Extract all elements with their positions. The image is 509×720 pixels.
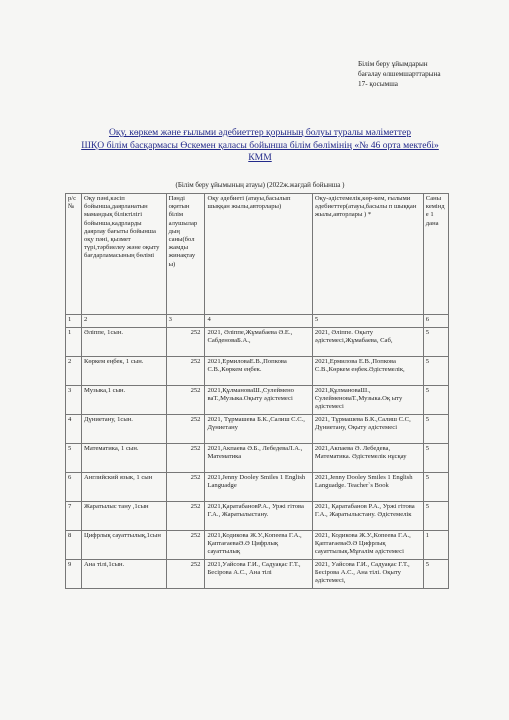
cell-quantity: 5 [423, 473, 448, 502]
cell-quantity: 5 [423, 415, 448, 444]
cell-methodical: 2021, Әліппе. Оқыту әдістемесі,Жұмабаева, Саб, [312, 328, 423, 357]
cell-subject: Музыка,1 сын. [82, 386, 167, 415]
cell-textbook: 2021,Jenny Dooley Smiles 1 English Languadge [205, 473, 312, 502]
table-row [66, 328, 449, 357]
column-number-row [66, 315, 449, 328]
cell-textbook: 2021,ЕрмиловаЕ.В.,Попкова С.В.,Көркем еңбек. [205, 357, 312, 386]
column-number: 5 [312, 315, 423, 328]
table-row [66, 531, 449, 560]
cell-quantity: 5 [423, 502, 448, 531]
cell-methodical: 2021, Кодикова Ж.У.,Копеева Г.А., ҚаптағаеваӘ.Ә Цифрлық сауаттылық.Мұғалім әдістемесі [312, 531, 423, 560]
column-number: 2 [82, 315, 167, 328]
cell-quantity: 5 [423, 560, 448, 589]
cell-subject: Көркем еңбек, 1 сын. [82, 357, 167, 386]
cell-textbook: 2021, Әліппе,Жұмабаева Ә.Е., СабденоваБ.А., [205, 328, 312, 357]
cell-methodical: 2021,Акпаева Ә. Лебедева, Математика. Әдістемелік нұсқау [312, 444, 423, 473]
cell-index: 8 [66, 531, 82, 560]
header-students: Пәнді оқитын білім алушылар дың саны(бол жамды жинақтау ы) [166, 194, 205, 315]
cell-students: 252 [166, 415, 205, 444]
cell-students: 252 [166, 357, 205, 386]
column-number: 3 [166, 315, 205, 328]
cell-students: 252 [166, 502, 205, 531]
cell-methodical: 2021,ҚұлмановаШ., СулеймeноваТ.,Музыка.Оқ ыту әдістемесі [312, 386, 423, 415]
cell-index: 9 [66, 560, 82, 589]
cell-subject: Ана тілі,1сын. [82, 560, 167, 589]
annex-line-2: бағалау өлшемшарттарына [358, 70, 441, 78]
cell-subject: Жаратылыс тану ,1сын [82, 502, 167, 531]
cell-subject: Дүниетану, 1сын. [82, 415, 167, 444]
cell-methodical: 2021,Ермилова Е.В.,Попкова С.В.,Көркем еңбек.Әдістемелік, [312, 357, 423, 386]
cell-methodical: 2021, Қаратабанов Р.А., Уржі гітова Г.А., Жаратылыстану. Әдістемелік [312, 502, 423, 531]
cell-index: 3 [66, 386, 82, 415]
column-number: 1 [66, 315, 82, 328]
table-row [66, 357, 449, 386]
cell-quantity: 5 [423, 328, 448, 357]
cell-textbook: 2021,Уайсова Г.И., Садуақас Г.Т., Бесірова А.С., Ана тілі [205, 560, 312, 589]
cell-students: 252 [166, 560, 205, 589]
header-subject: Оқу пәні,кәсіп бойынша,даярланатын мамандық біліктілігі бойынша,кадрларды даярлау бағыты бойынша оқу пәні, қызмет түрі,тәрбиелеу және оқыту бағдарламасының бөлімі [82, 194, 167, 315]
title-line-2: ШҚО білім басқармасы Өскемен қаласы бойынша білім бөлімінің «№ 46 орта мектебі» [81, 139, 439, 151]
cell-methodical: 2021, Уайсова Г.И., Садуақас Г.Т., Бесірова А.С., Ана тілі. Оқыту әдістемесі, [312, 560, 423, 589]
header-quantity: Саны кемінде 1 дана [423, 194, 448, 315]
cell-textbook: 2021,Кодикова Ж.У.,Копеева Г.А., ҚаптағаеваӘ.Ә Цифрлық сауаттылық [205, 531, 312, 560]
cell-textbook: 2021,Акпаева Ә.Б., ЛебедеваЛ.А., Математика [205, 444, 312, 473]
cell-index: 2 [66, 357, 82, 386]
cell-students: 252 [166, 386, 205, 415]
cell-textbook: 2021, Тұрмашева Б.К.,Салиш С.С., Дүниетану [205, 415, 312, 444]
cell-subject: Математика, 1 сын. [82, 444, 167, 473]
table-row [66, 444, 449, 473]
literature-table [65, 193, 449, 589]
table-row [66, 473, 449, 502]
header-textbooks: Оқу әдебиеті (атауы,басылып шыққан жылы,авторлары) [205, 194, 312, 315]
cell-index: 6 [66, 473, 82, 502]
cell-quantity: 5 [423, 357, 448, 386]
header-methodical: Оқу-әдістемелік,көр-кем, ғылыми әдебиеттер(атауы,басылы п шыққан жылы,авторлары ) * [312, 194, 423, 315]
cell-quantity: 5 [423, 444, 448, 473]
document-title [30, 127, 490, 165]
cell-methodical: 2021,Jenny Dooley Smiles 1 English Languadge. Teacher`s Book [312, 473, 423, 502]
cell-index: 5 [66, 444, 82, 473]
cell-subject: Английский язык, 1 сын [82, 473, 167, 502]
annex-note [358, 59, 498, 89]
cell-methodical: 2021, Тұрмашева Б.К.,Салиш С.С, Дүниетану, Оқыту әдістемесі [312, 415, 423, 444]
cell-quantity: 5 [423, 386, 448, 415]
cell-index: 4 [66, 415, 82, 444]
cell-quantity: 1 [423, 531, 448, 560]
cell-subject: Цифрлық сауаттылық,1сын [82, 531, 167, 560]
cell-subject: Әліппе, 1сын. [82, 328, 167, 357]
column-number: 6 [423, 315, 448, 328]
table-row [66, 386, 449, 415]
annex-line-3: 17- қосымша [358, 80, 398, 88]
cell-textbook: 2021,ҚұлмановаШ.,Сулеймено ваТ.,Музыка.Оқыту әдістемесі [205, 386, 312, 415]
cell-students: 252 [166, 531, 205, 560]
annex-line-1: Білім беру ұйымдарын [358, 60, 428, 68]
table-row [66, 502, 449, 531]
document-subtitle: (Білім беру ұйымының атауы) (2022ж.жағдай бойынша ) [175, 181, 345, 189]
cell-textbook: 2021,ҚаратабановР.А., Уржі гітова Г.А., Жаратылыстану. [205, 502, 312, 531]
header-index: р/с № [66, 194, 82, 315]
cell-index: 1 [66, 328, 82, 357]
table-row [66, 560, 449, 589]
table-header-row [66, 194, 449, 315]
column-number: 4 [205, 315, 312, 328]
cell-index: 7 [66, 502, 82, 531]
title-line-3: КММ [248, 152, 272, 163]
cell-students: 252 [166, 473, 205, 502]
cell-students: 252 [166, 328, 205, 357]
table-row [66, 415, 449, 444]
title-line-1: Оқу, көркем және ғылыми әдебиеттер қорының болуы туралы мәліметтер [108, 127, 411, 138]
cell-students: 252 [166, 444, 205, 473]
